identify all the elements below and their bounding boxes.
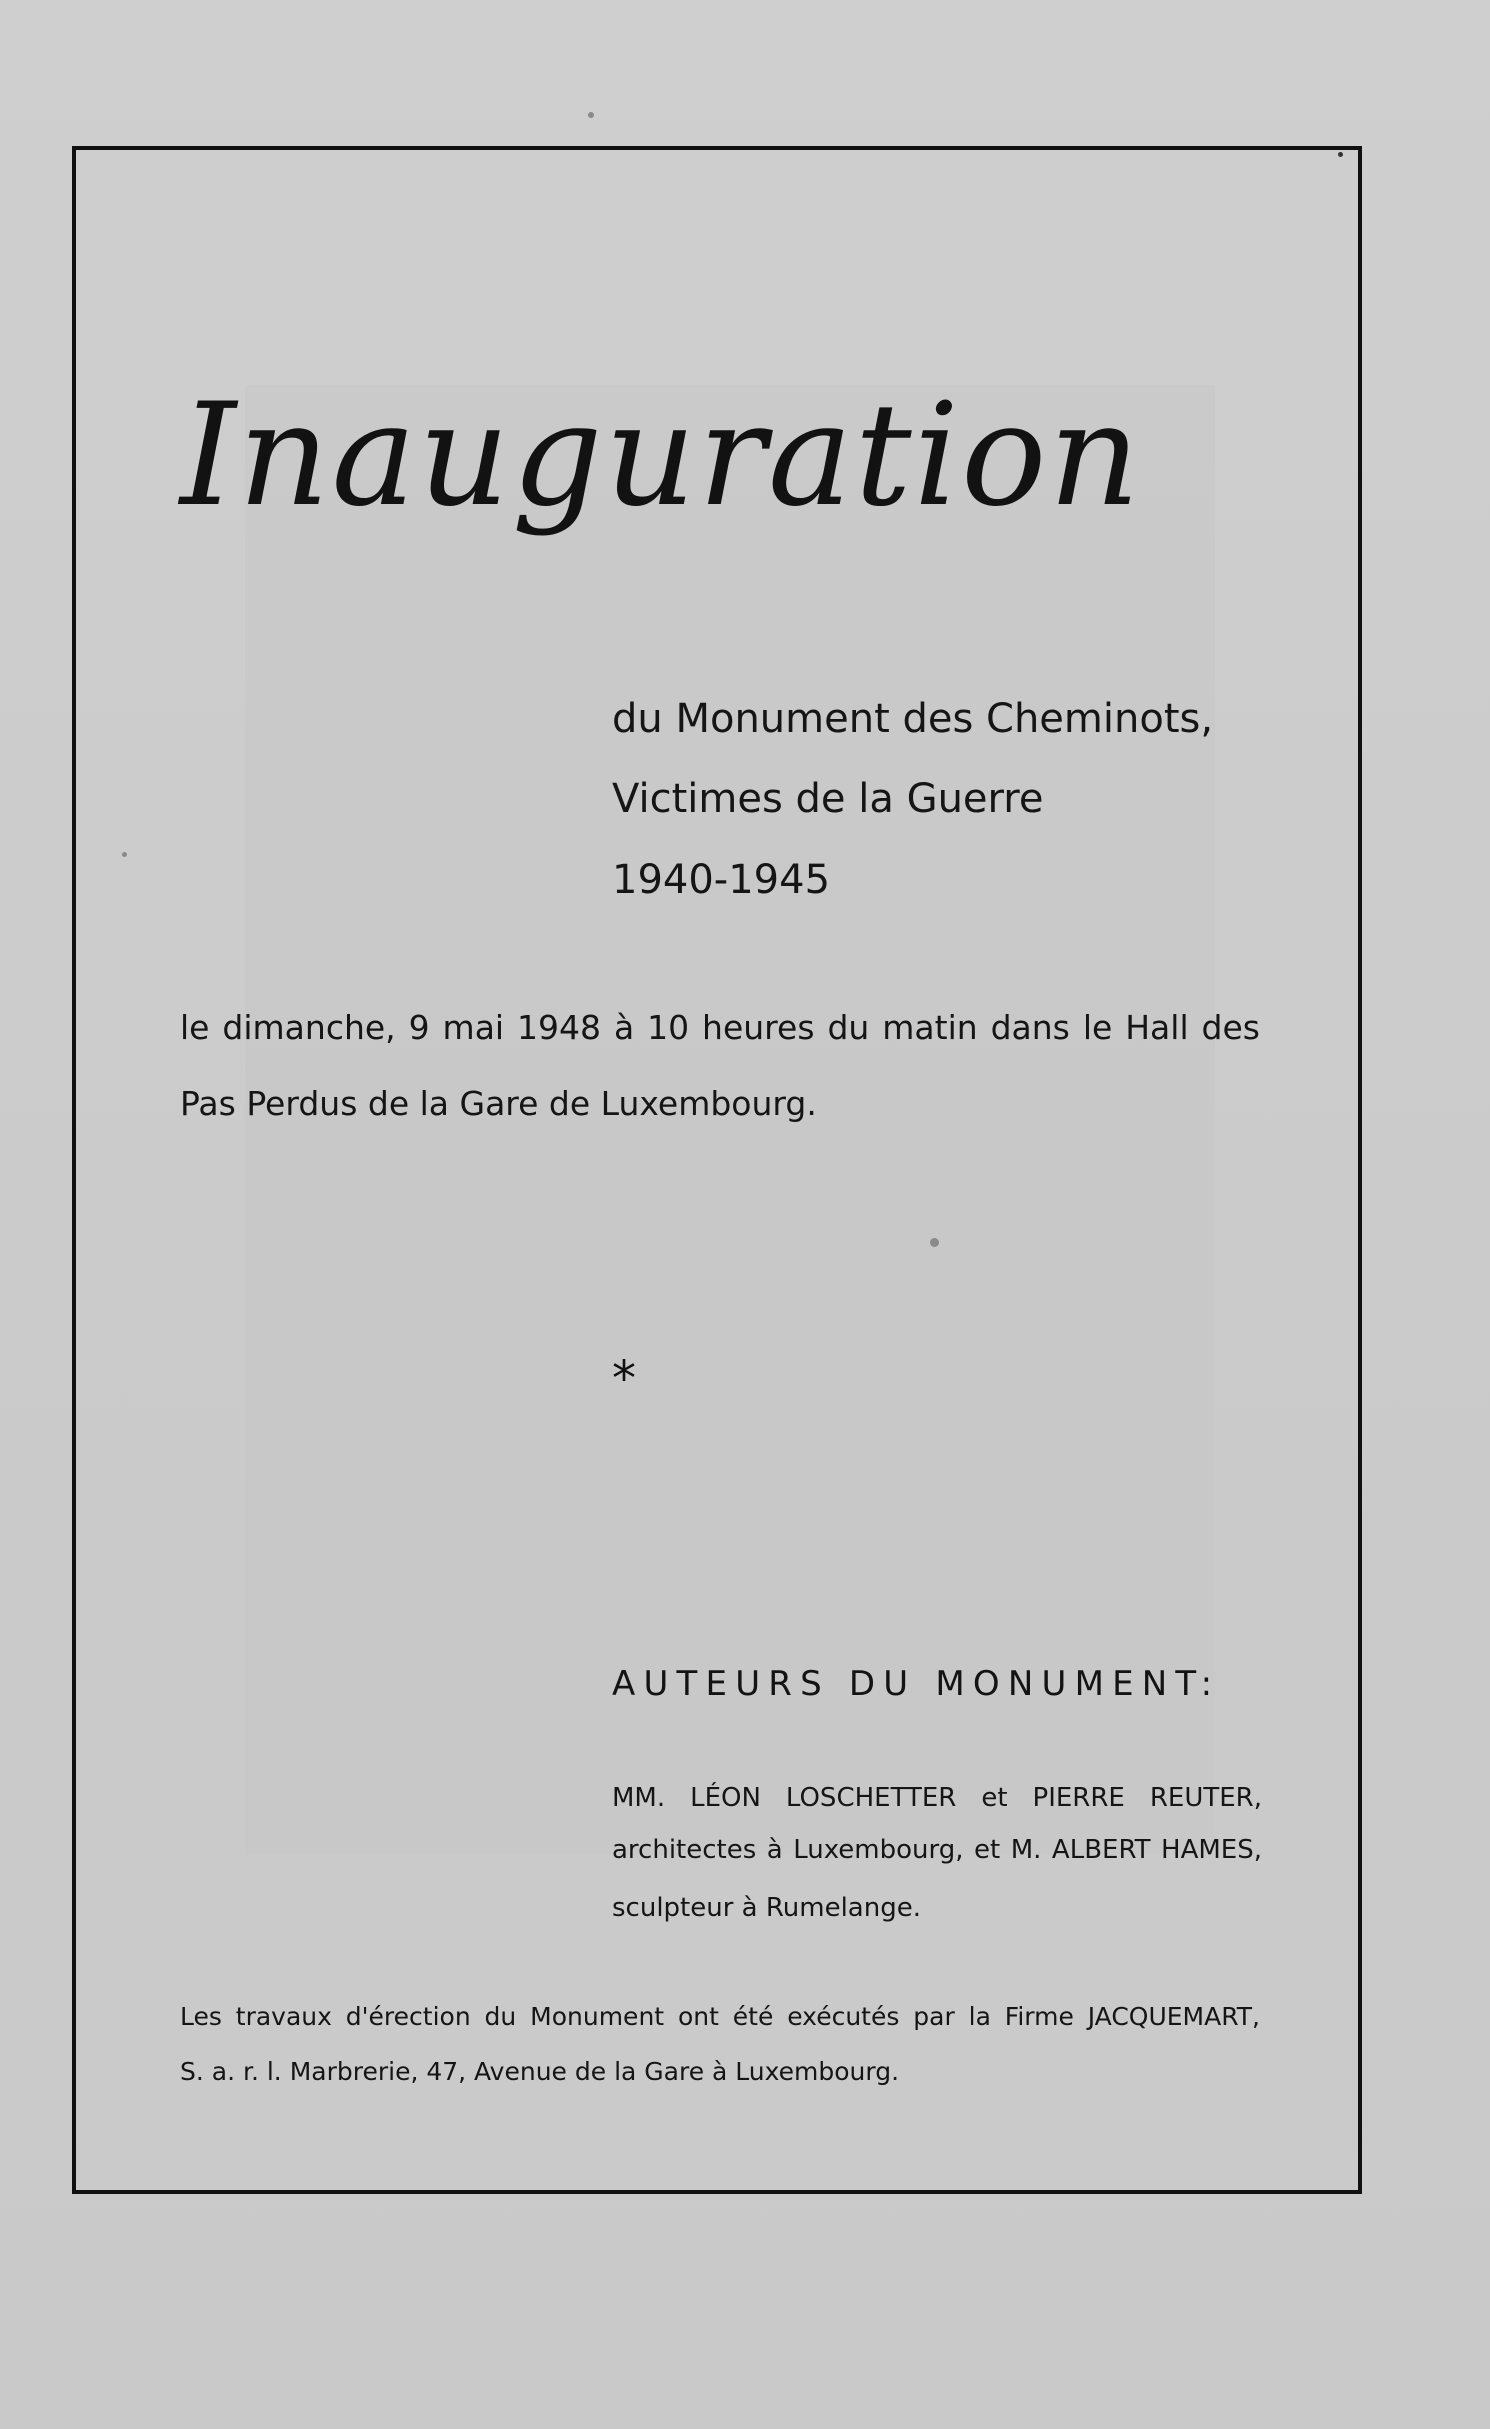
contractor-line-1: Les travaux d'érection du Monument ont été exécutés par la Firme JACQUEMART, [180,2002,1260,2031]
subtitle-line-2: Victimes de la Guerre [612,776,1044,822]
contractor-line-2: S. a. r. l. Marbrerie, 47, Avenue de la Gare à Luxembourg. [180,2057,900,2086]
subtitle-line-1: du Monument des Cheminots, [612,696,1214,742]
event-details-line-1: le dimanche, 9 mai 1948 à 10 heures du matin dans le Hall des [180,1008,1260,1047]
authors-heading: AUTEURS DU MONUMENT: [612,1664,1221,1704]
authors-line-1: MM. LÉON LOSCHETTER et PIERRE REUTER, [612,1783,1262,1813]
event-details-line-2: Pas Perdus de la Gare de Luxembourg. [180,1084,817,1123]
subtitle-line-3: 1940-1945 [612,857,831,903]
invitation-title: Inauguration [180,373,1142,538]
authors-line-3: sculpteur à Rumelange. [612,1893,921,1923]
authors-line-2: architectes à Luxembourg, et M. ALBERT HAMES, [612,1835,1262,1865]
paper-speck [588,112,594,118]
asterisk-separator: * [612,1351,636,1407]
